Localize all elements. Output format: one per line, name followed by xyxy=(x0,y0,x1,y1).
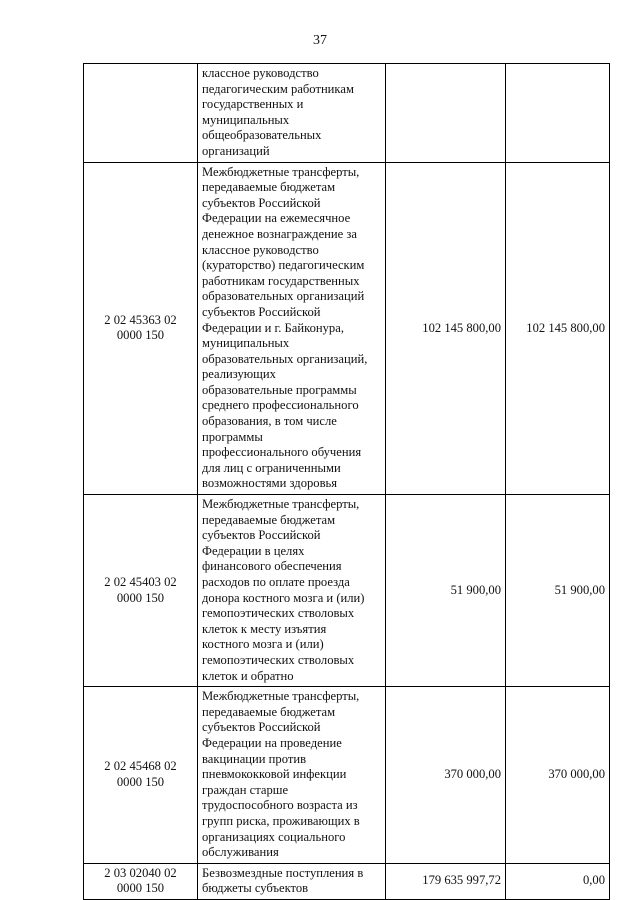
budget-code-line: 0000 150 xyxy=(116,590,165,605)
budget-code-line: 2 02 45468 02 xyxy=(104,759,177,774)
description-line: образовательные программы xyxy=(202,382,357,397)
description-line: среднего профессионального xyxy=(202,398,359,413)
description-line: образования, в том числе xyxy=(202,414,337,429)
description-line: донора костного мозга и (или) xyxy=(202,590,365,605)
description-line: финансового обеспечения xyxy=(202,559,342,574)
description-line: государственных и xyxy=(202,97,304,112)
budget-code-line: 0000 150 xyxy=(116,881,165,896)
description-line: гемопоэтических стволовых xyxy=(202,652,355,667)
description-line: Межбюджетные трансферты, xyxy=(202,164,360,179)
description-line: классное руководство xyxy=(202,242,319,257)
description-line: муниципальных xyxy=(202,112,290,127)
description-cell xyxy=(198,863,386,899)
description-line: организаций xyxy=(202,143,270,158)
table-row xyxy=(84,162,610,494)
description-line: муниципальных xyxy=(202,336,290,351)
budget-table-body xyxy=(84,64,610,900)
table-row xyxy=(84,64,610,163)
description-line: образовательных организаций, xyxy=(202,351,368,366)
amount-secondary-cell: 370 000,00 xyxy=(506,687,610,864)
table-row xyxy=(84,687,610,864)
description-line: Межбюджетные трансферты, xyxy=(202,497,360,512)
description-line: клеток к месту изъятия xyxy=(202,621,327,636)
budget-code-line: 0000 150 xyxy=(116,328,165,343)
description-line: костного мозга и (или) xyxy=(202,637,324,652)
description-line: субъектов Российской xyxy=(202,304,321,319)
description-line: реализующих xyxy=(202,367,276,382)
table-row xyxy=(84,863,610,899)
budget-code-line: 2 02 45403 02 xyxy=(104,575,177,589)
amount-cell: 51 900,00 xyxy=(386,495,506,687)
amount-cell: 102 145 800,00 xyxy=(386,162,506,494)
description-line: возможностями здоровья xyxy=(202,476,338,491)
description-line: трудоспособного возраста из xyxy=(202,798,358,813)
description-line: обслуживания xyxy=(202,845,279,860)
description-line: общеобразовательных xyxy=(202,128,322,143)
description-line: работникам государственных xyxy=(202,273,360,288)
budget-code-line: 2 03 02040 02 xyxy=(104,865,177,880)
amount-cell xyxy=(386,64,506,163)
description-cell xyxy=(198,687,386,864)
description-line: Федерации на проведение xyxy=(202,735,342,750)
description-line: образовательных организаций xyxy=(202,289,365,304)
table-row xyxy=(84,495,610,687)
description-line: (кураторство) педагогическим xyxy=(202,258,365,273)
description-line: субъектов Российской xyxy=(202,528,321,543)
description-line: расходов по оплате проезда xyxy=(202,575,350,589)
description-line: для лиц с ограниченными xyxy=(202,460,341,475)
budget-code-cell xyxy=(84,162,198,494)
description-line: профессионального обучения xyxy=(202,445,362,460)
description-line: передаваемые бюджетам xyxy=(202,180,336,195)
description-cell xyxy=(198,495,386,687)
amount-secondary-cell: 0,00 xyxy=(506,863,610,899)
budget-table xyxy=(83,63,610,900)
description-line: Федерации и г. Байконура, xyxy=(202,320,344,335)
description-line: Межбюджетные трансферты, xyxy=(202,689,360,704)
amount-secondary-cell: 51 900,00 xyxy=(506,495,610,687)
page-number: 37 xyxy=(313,33,327,48)
description-line: программы xyxy=(202,429,263,444)
description-line: классное руководство xyxy=(202,66,319,80)
amount-secondary-cell: 102 145 800,00 xyxy=(506,162,610,494)
description-line: передаваемые бюджетам xyxy=(202,704,336,719)
budget-code-line: 2 02 45363 02 xyxy=(104,312,177,327)
description-line: передаваемые бюджетам xyxy=(202,512,336,527)
description-line: вакцинации против xyxy=(202,751,307,766)
description-line: педагогическим работникам xyxy=(202,81,354,96)
description-line: граждан старше xyxy=(202,782,289,797)
description-line: бюджеты субъектов xyxy=(202,881,309,896)
amount-cell: 179 635 997,72 xyxy=(386,863,506,899)
budget-code-cell xyxy=(84,863,198,899)
description-line: субъектов Российской xyxy=(202,195,321,210)
description-line: пневмококковой инфекции xyxy=(202,767,347,782)
description-line: организациях социального xyxy=(202,829,346,844)
description-line: денежное вознаграждение за xyxy=(202,226,357,241)
budget-code-cell xyxy=(84,495,198,687)
description-line: гемопоэтических стволовых xyxy=(202,606,355,621)
description-line: Безвозмездные поступления в xyxy=(202,865,364,880)
description-line: Федерации в целях xyxy=(202,543,305,558)
description-line: групп риска, проживающих в xyxy=(202,813,360,828)
budget-code-line: 0000 150 xyxy=(116,774,165,789)
description-line: субъектов Российской xyxy=(202,720,321,735)
amount-cell: 370 000,00 xyxy=(386,687,506,864)
budget-code-cell xyxy=(84,64,198,163)
amount-secondary-cell xyxy=(506,64,610,163)
budget-code-cell xyxy=(84,687,198,864)
description-cell xyxy=(198,162,386,494)
description-line: Федерации на ежемесячное xyxy=(202,211,351,226)
description-line: клеток и обратно xyxy=(202,668,294,683)
description-cell xyxy=(198,64,386,163)
